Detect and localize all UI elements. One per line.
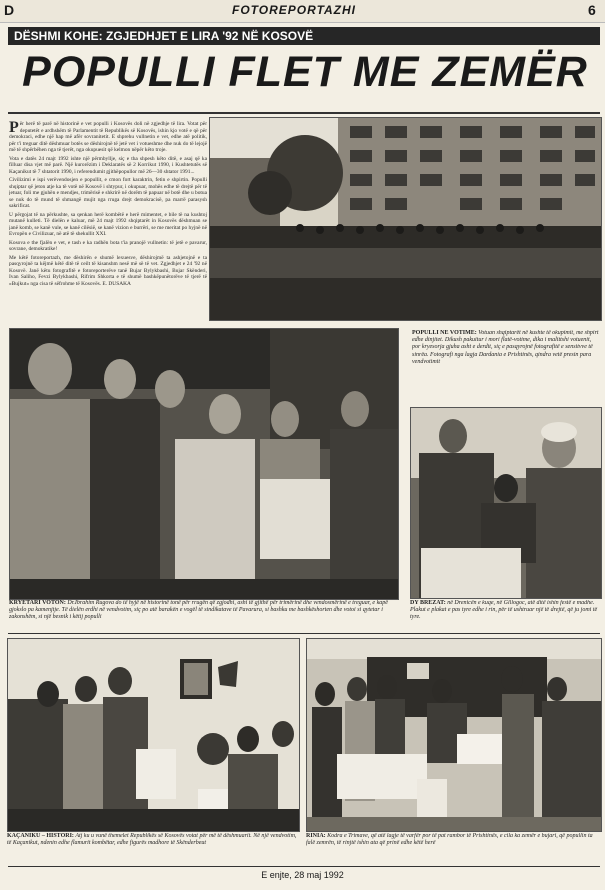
intro-paragraph: Vota e datës 24 majt 1992 ishte një përmbyllje, siç e tha shpesh këto ditë, e asaj që ka filluar disa vjet më parë. Një kurorëzim i Deklaratës së 2 Korrikut 1990, i Kushtetutës së Kaçanikut të 7 shtatorit 1990, i referendumit gjithëpopullor më 26—30 shtator 1991...: [9, 155, 207, 175]
caption-lead: POPULLI NË VOTIME:: [412, 330, 477, 336]
intro-paragraph: Kosova e the fjalën e vet, e tash e ka radhën bota t'ia pranojë vullnetin: të jetë e pavarur, sovrane, demokratike!: [9, 239, 207, 252]
caption-kacaniku: [7, 833, 298, 863]
intro-paragraph: U përgojat të na përkushte, sa qenkan herë kombëtë e herë mimentet, e bile të na kushtoj mutanë kulleti. Të dielën e kaluar, më 24 majt 1992 shqiptarët in Kosovës dëshmuan se janë komb, se kanë vule, se kanë cilësië, se kanë vizion e burrëri, se me meritat po hyjnë në Evropën e Civilizuar, në atë të shekullit XXI.: [9, 211, 207, 237]
photo-rinia-trimave: [306, 638, 602, 832]
intro-paragraph: Me këtë fotoreportazh, me dëshirën e shumë lexuesve, dëshirojmë ta ashjetojnë e ta pasqyrojnë ta këjmë këtë ditë të ceilt të kisanshm nesë më së të vet. Zgjedhjet e 24 '92 në Kosovë. Janë këtu fotografitë e fotoreporterëve tanë Bujar Bylykbashi, Bujar Skënderi, Ivan Saliho, Fevzi Bylykbashi, Rifrim Shkorta e të shumë bashkëpunëtorëve të tjerë të »Bujkut« nga cisa të sëfrohme të Kosovës. E. DUSAKA: [9, 254, 207, 287]
intro-paragraph: Civilizimi e ispi verëvendosjen e popullit, e cmon fort karaktrin, fetin e shpirtin. Populli shqiptar që jeton atje ka të votë në Kosovë i shtypur, i okupuar, mohës edhe të drejtë për të jetuar, foli me gjuhën e mendjes, trimërisë e shkrirë në dorëm të papuar në botë dhe u botua se nuk do të mund të shmangë mujit nga rruga drejt demokracisë, pa marrë parasysh sakrificat.: [9, 177, 207, 209]
headline-rule: [8, 112, 600, 114]
section-title: FOTOREPORTAZHI: [232, 3, 357, 17]
divider: [8, 633, 600, 634]
caption-text: Kodra e Trimave, që atë lagje të varfër por të pat rambor të Prishtinës, e cila ka zemër e bujari, që popullin ta falë zemrën, të rinjtë ishin ata që prinë edhe këtë herë: [306, 833, 593, 847]
page-title: POPULLI FLET ME ZEMËR: [22, 48, 588, 96]
caption-rinia: [306, 833, 600, 863]
intro-paragraph: ër herë të parë në historinë e vet populli i Kosovës doli në zgjedhje të lira. Votat për deputetët e ardhshëm të Parlamentit të Republikës së Kosovës, ishin kjo votë e që për demokraci, edhe një hap më afër sovranitetit. E shprehu vullnetin e vet, edhe atë politik, për t'i treguar ditë dëshmuar botës se dëshirojnë të jetë vet i votueshme dhe nuk do të lejojë më të shpërbëhen nga të tjerët, nga okupuesit që kelmon nëpër këto troje.: [9, 121, 207, 153]
masthead-logo: D: [4, 2, 15, 18]
caption-lead: DY BREZAT:: [410, 600, 446, 606]
caption-dy-brezat: [410, 600, 600, 628]
photo-apartment-crowd: [209, 117, 602, 321]
photo-kacaniku-hall: [7, 638, 300, 832]
caption-lead: RINIA:: [306, 833, 326, 839]
caption-text: Atj ku u vunë themelet Republikës së Kosovës votat për më të dëshmuarit. Në një vendvotim, të Kaçanikut, ndenin edhe flamurit kombëtar, edhe figurës madhore të Skënderbeut: [7, 833, 297, 847]
drop-cap: P: [9, 121, 19, 136]
caption-lead: KRYETARI VOTON:: [9, 600, 66, 606]
footer-date: E enjte, 28 maj 1992: [261, 870, 344, 880]
caption-populli-ne-votime: [412, 330, 600, 400]
caption-kryetari-voton: [9, 600, 397, 628]
photo-ballot-box-couple: [410, 407, 602, 599]
intro-article: [9, 121, 207, 319]
footer-rule: [8, 866, 600, 867]
caption-text: Dr.Ibrahim Rugova do të hyjë në historinë tonë për rrugën që zgjodhi, ashi të gjithë për trimërinë dhe vendosmërinë e treguar, e kapë gjokslo pa kamenjtje. Të dielën erdhi në vendvotim, siç po atë barakën e vogël të sindikatave të Pavarura, si bashku me bashkëshorten dhe votoi si qytetar i zakonshëm, si një besnik i këtij populli: [9, 600, 388, 621]
caption-lead: KAÇANIKU – HISTORI:: [7, 833, 74, 839]
kicker-banner: DËSHMI KOHE: ZGJEDHJET E LIRA '92 NË KOSOVË: [8, 27, 600, 45]
page-number: 6: [588, 2, 596, 18]
photo-voting-crowd: [9, 328, 399, 600]
caption-text: në Drenicën e kuqe, në Glllogoc, atë ditë ishin festë e madhe. Plakut e plakat e pas tyre edhe i rin, për të ushtruar një të drejtë, që ju jomi të tyre.: [410, 600, 598, 621]
caption-text: Votuan shqiptarët në kushte të okupimit, me shpirt edhe dinjitet. Dikush pakuitur i mori flatë-votime, dika i malittshi votuenit, por kryesorja gjuha asht e derdit, siç e pasqyrojnë fotografitë e sensitvve të sinrëa. Fotografi nga lagja Dardania e Prishtinës, qindra vetë presin para vendvotimit: [412, 330, 599, 365]
